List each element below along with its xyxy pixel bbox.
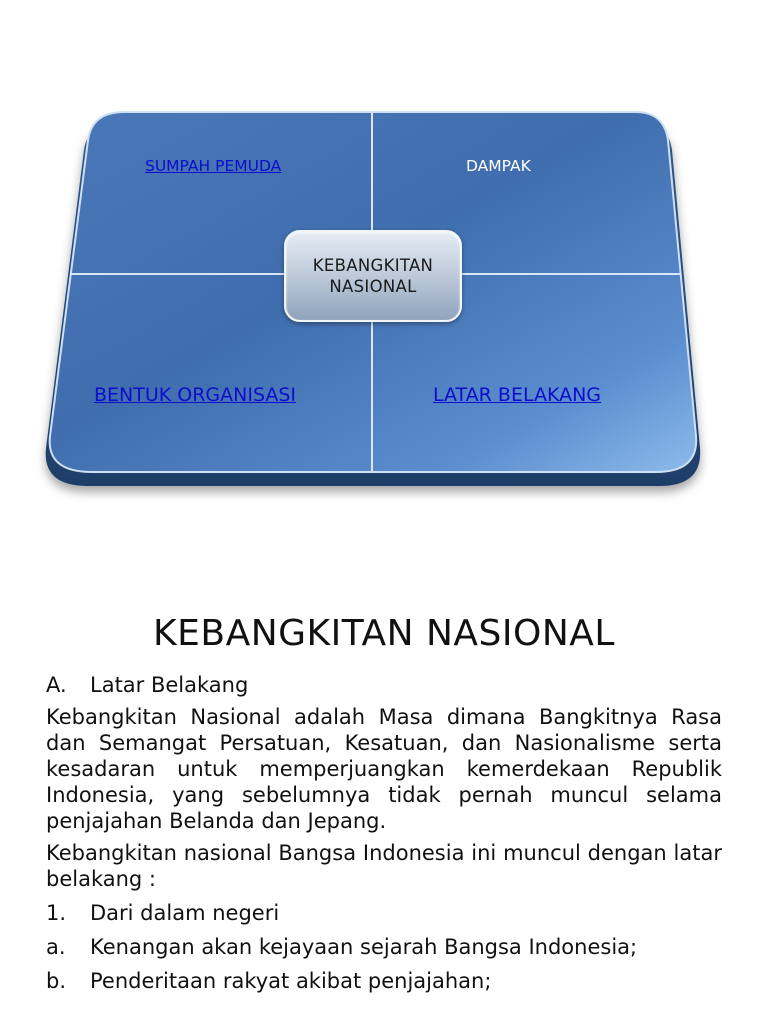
bentuk-organisasi-link[interactable]: BENTUK ORGANISASI	[94, 384, 297, 406]
document-body	[46, 672, 722, 994]
section-marker: A.	[46, 673, 67, 697]
paragraph-1: Kebangkitan Nasional adalah Masa dimana Bangkitnya Rasa dan Semangat Persatuan, Kesatuan, dan Nasionalisme serta kesadaran untuk memperjuangkan kemerdekaan Republik Indonesia, yang sebelumnya tidak pernah muncul selama penjajahan Belanda dan Jepang.	[46, 705, 722, 833]
center-node	[284, 230, 462, 322]
list-item-marker: 1.	[46, 901, 67, 925]
center-node-label: KEBANGKITAN NASIONAL	[312, 256, 434, 296]
list-item-marker: b.	[46, 969, 67, 993]
sumpah-pemuda-link[interactable]: SUMPAH PEMUDA	[145, 157, 282, 175]
list-item-text: Kenangan akan kejayaan sejarah Bangsa Indonesia;	[90, 935, 638, 959]
list-item	[46, 900, 722, 926]
section-heading	[46, 672, 722, 698]
list-item-marker: a.	[46, 935, 66, 959]
document-title: KEBANGKITAN NASIONAL	[153, 613, 615, 654]
list-item-text: Dari dalam negeri	[90, 901, 280, 925]
latar-belakang-link[interactable]: LATAR BELAKANG	[433, 384, 602, 406]
paragraph-2: Kebangkitan nasional Bangsa Indonesia ini muncul dengan latar belakang :	[46, 841, 722, 891]
list-item	[46, 968, 722, 994]
section-label: Latar Belakang	[90, 673, 249, 697]
list-item-text: Penderitaan rakyat akibat penjajahan;	[90, 969, 492, 993]
dampak-label: DAMPAK	[466, 157, 531, 175]
list-item	[46, 934, 722, 960]
